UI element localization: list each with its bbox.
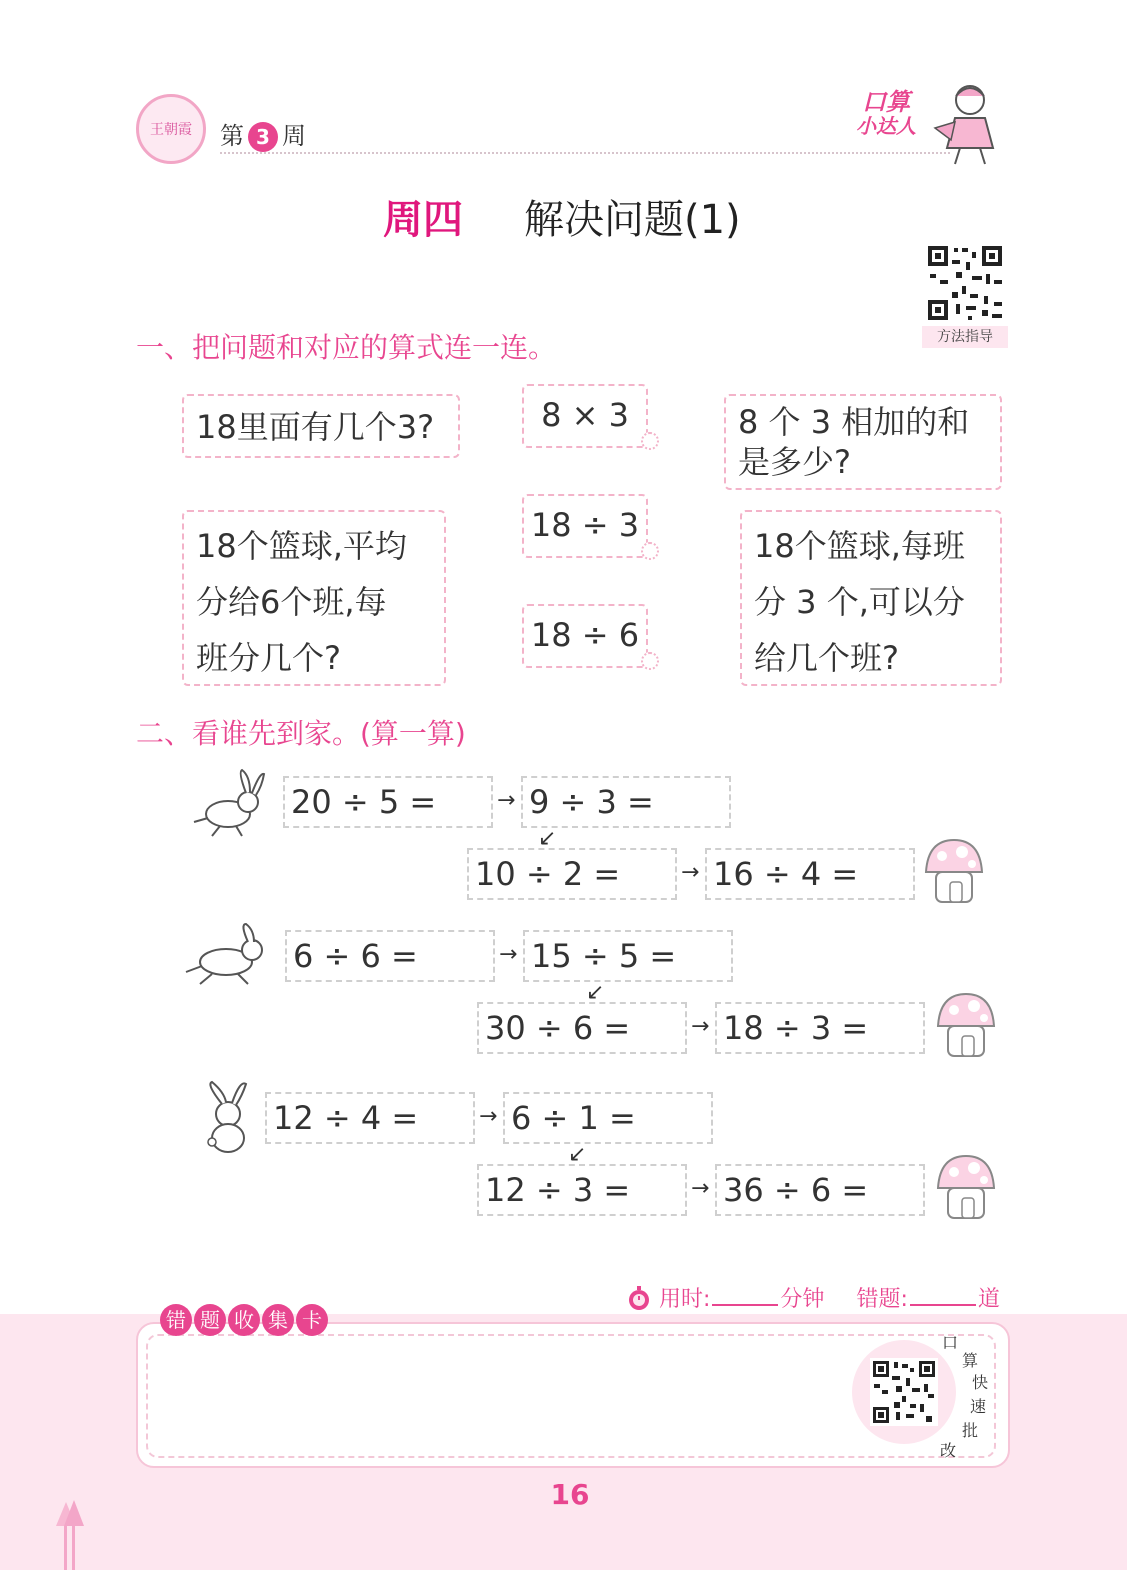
equation-box[interactable]: 9 ÷ 3 = xyxy=(521,776,731,828)
rabbit-icon xyxy=(192,1078,256,1156)
stats-line xyxy=(626,1282,1000,1313)
publisher-logo xyxy=(136,94,206,164)
equation-box[interactable]: 18 ÷ 3 = xyxy=(715,1002,925,1054)
qr-code[interactable] xyxy=(870,1358,938,1426)
equation-box[interactable]: 10 ÷ 2 = xyxy=(467,848,677,900)
title-char: 集 xyxy=(262,1304,294,1336)
vertical-char: 批 xyxy=(962,1421,979,1440)
connector-dot[interactable] xyxy=(641,652,659,670)
title-topic: 解决问题(1) xyxy=(524,197,741,243)
question-line: 给几个班? xyxy=(754,639,899,677)
mushroom-house-icon xyxy=(934,1152,998,1222)
equation-box[interactable]: 6 ÷ 1 = xyxy=(503,1092,713,1144)
arrow-right-icon: → xyxy=(479,1104,498,1129)
equation-text: 8 × 3 xyxy=(541,396,629,434)
equation-box[interactable]: 12 ÷ 4 = xyxy=(265,1092,475,1144)
arrow-down-left-icon: ↙ xyxy=(586,980,605,1005)
equation-card-1[interactable] xyxy=(522,384,648,448)
title-char: 题 xyxy=(194,1304,226,1336)
time-unit: 分钟 xyxy=(780,1287,825,1312)
mascot-illustration xyxy=(925,78,1015,168)
brand-line2: 小达人 xyxy=(856,114,916,138)
errors-label: 错题: xyxy=(856,1287,908,1312)
equation-box[interactable]: 12 ÷ 3 = xyxy=(477,1164,687,1216)
equation-card-2[interactable] xyxy=(522,494,648,558)
arrow-down-left-icon: ↙ xyxy=(568,1142,587,1167)
vertical-char: 快 xyxy=(972,1373,989,1392)
vertical-char: 改 xyxy=(940,1441,957,1460)
header-divider xyxy=(220,152,950,154)
arrow-down-left-icon: ↙ xyxy=(538,826,557,851)
mushroom-house-icon xyxy=(934,990,998,1060)
equation-text: 18 ÷ 3 xyxy=(530,506,640,544)
question-line: 是多少? xyxy=(738,443,851,481)
equation-box[interactable]: 16 ÷ 4 = xyxy=(705,848,915,900)
arrow-right-icon: → xyxy=(497,788,516,813)
page-number: 16 xyxy=(550,1478,590,1511)
title-char: 错 xyxy=(160,1304,192,1336)
question-line: 分给6个班,每 xyxy=(196,583,387,621)
title-char: 卡 xyxy=(296,1304,328,1336)
rabbit-icon xyxy=(182,922,274,994)
equation-text: 18 ÷ 6 xyxy=(530,616,640,654)
errors-unit: 道 xyxy=(977,1287,1000,1312)
question-text: 18里面有几个3? xyxy=(196,408,435,446)
vertical-char: 算 xyxy=(962,1351,979,1370)
qr-caption: 方法指导 xyxy=(922,326,1008,348)
question-line: 班分几个? xyxy=(196,639,341,677)
quick-grading-label xyxy=(938,1330,996,1460)
connector-dot[interactable] xyxy=(641,542,659,560)
arrow-up-decoration-icon xyxy=(52,1496,88,1570)
question-line: 分 3 个,可以分 xyxy=(754,583,965,621)
equation-box[interactable]: 30 ÷ 6 = xyxy=(477,1002,687,1054)
week-number-badge: 3 xyxy=(248,122,278,152)
question-line: 18个篮球,每班 xyxy=(754,527,965,565)
qr-code[interactable] xyxy=(922,240,1008,326)
week-prefix: 第 xyxy=(220,122,244,150)
week-label xyxy=(220,116,306,152)
equation-card-3[interactable] xyxy=(522,604,648,668)
mushroom-house-icon xyxy=(922,836,986,906)
time-blank[interactable] xyxy=(712,1304,778,1306)
rabbit-icon xyxy=(190,768,270,840)
arrow-right-icon: → xyxy=(681,860,700,885)
error-collection-title xyxy=(160,1304,330,1336)
brand-logo xyxy=(850,90,922,138)
title-char: 收 xyxy=(228,1304,260,1336)
vertical-char: 速 xyxy=(970,1397,987,1416)
section1-heading: 一、把问题和对应的算式连一连。 xyxy=(136,331,557,364)
equation-box[interactable]: 20 ÷ 5 = xyxy=(283,776,493,828)
equation-box[interactable]: 36 ÷ 6 = xyxy=(715,1164,925,1216)
brand-line1: 口算 xyxy=(862,88,910,116)
section2-heading: 二、看谁先到家。(算一算) xyxy=(136,717,466,750)
arrow-right-icon: → xyxy=(691,1014,710,1039)
question-card-right-2 xyxy=(740,510,1002,686)
vertical-char: 口 xyxy=(942,1333,959,1352)
arrow-right-icon: → xyxy=(691,1176,710,1201)
question-card-left-1 xyxy=(182,394,460,458)
stopwatch-icon xyxy=(626,1285,652,1311)
errors-blank[interactable] xyxy=(910,1304,976,1306)
week-suffix: 周 xyxy=(282,122,306,150)
equation-box[interactable]: 15 ÷ 5 = xyxy=(523,930,733,982)
question-line: 8 个 3 相加的和 xyxy=(738,403,970,441)
question-card-right-1 xyxy=(724,394,1002,490)
time-label: 用时: xyxy=(659,1287,711,1312)
logo-text: 王朝霞 xyxy=(150,122,192,138)
question-card-left-2 xyxy=(182,510,446,686)
connector-dot[interactable] xyxy=(641,432,659,450)
question-line: 18个篮球,平均 xyxy=(196,527,407,565)
equation-box[interactable]: 6 ÷ 6 = xyxy=(285,930,495,982)
title-day: 周四 xyxy=(383,197,463,243)
arrow-right-icon: → xyxy=(499,942,518,967)
